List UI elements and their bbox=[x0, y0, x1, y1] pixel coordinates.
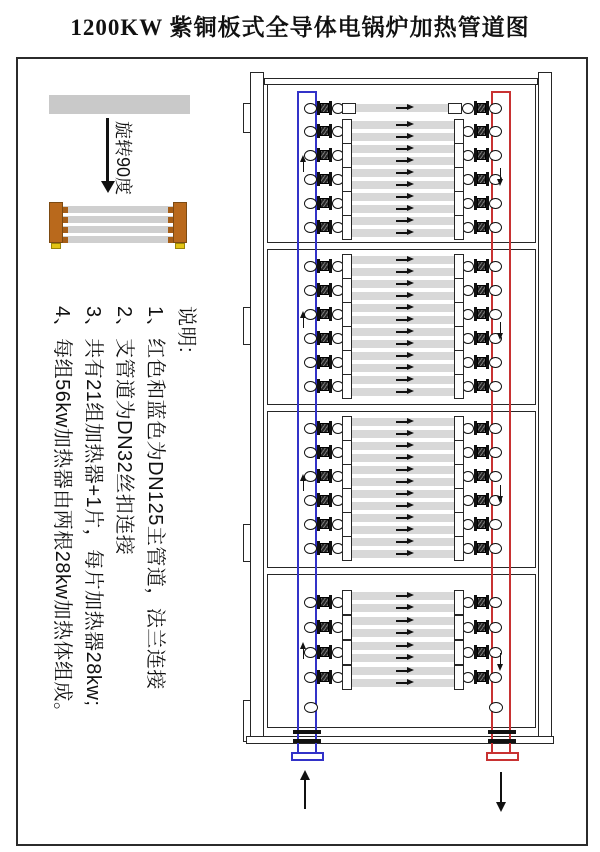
union-coupling bbox=[320, 519, 329, 529]
union-coupling bbox=[477, 333, 486, 343]
inlet-external-flow-arrow-icon-shaft bbox=[304, 779, 306, 809]
union-coupling bbox=[320, 622, 329, 632]
tube-flow-arrow-icon bbox=[396, 632, 407, 634]
tube-flow-arrow-head bbox=[407, 205, 414, 211]
terminal-foot-right bbox=[175, 243, 185, 249]
union-coupling bbox=[320, 261, 329, 271]
heater-bracket bbox=[454, 512, 464, 537]
heater-bracket bbox=[342, 665, 352, 690]
union-coupling bbox=[477, 150, 486, 160]
tube-flow-arrow-head bbox=[407, 352, 414, 358]
legend-plate-top-view bbox=[49, 95, 190, 114]
heater-bracket bbox=[454, 536, 464, 561]
tube-flow-arrow-head bbox=[407, 157, 414, 163]
pipe-cap bbox=[304, 222, 317, 233]
tube-flow-arrow-head bbox=[407, 617, 414, 623]
tube-flow-arrow-head bbox=[407, 104, 414, 110]
outlet-pipe-top-cap bbox=[491, 91, 511, 93]
tube-flow-arrow-head bbox=[407, 550, 414, 556]
tube-flow-arrow-icon bbox=[396, 271, 407, 273]
tube-flow-arrow-icon bbox=[396, 469, 407, 471]
heater-bracket bbox=[454, 416, 464, 441]
outlet-flange-bolts bbox=[488, 730, 516, 734]
pipe-cap bbox=[304, 672, 317, 683]
rotate-arrow-down-icon-shaft bbox=[106, 118, 109, 181]
pipe-cap bbox=[304, 174, 317, 185]
tube-flow-arrow-icon bbox=[396, 657, 407, 659]
notes-block bbox=[46, 306, 201, 723]
pipe-cap bbox=[304, 495, 317, 506]
union-coupling bbox=[320, 672, 329, 682]
inlet-bottom-flange bbox=[291, 752, 324, 761]
inlet-flow-arrow-icon-shaft bbox=[303, 648, 305, 659]
tube-flow-arrow-head bbox=[407, 121, 414, 127]
heater-bracket bbox=[454, 302, 464, 327]
union-coupling bbox=[477, 222, 486, 232]
heater-bracket bbox=[454, 615, 464, 640]
heater-bracket bbox=[454, 191, 464, 216]
tube-flow-arrow-head bbox=[407, 316, 414, 322]
tube-flow-arrow-head bbox=[407, 193, 414, 199]
union-coupling bbox=[477, 672, 486, 682]
union-coupling bbox=[477, 357, 486, 367]
pipe-cap bbox=[304, 543, 317, 554]
pipe-cap bbox=[489, 672, 502, 683]
pipe-cap bbox=[489, 103, 502, 114]
inlet-main-pipe bbox=[297, 92, 299, 752]
tube-flow-arrow-icon bbox=[396, 457, 407, 459]
tube-flow-arrow-icon bbox=[396, 481, 407, 483]
union-coupling bbox=[320, 309, 329, 319]
heater-bracket bbox=[342, 464, 352, 489]
pipe-cap bbox=[489, 285, 502, 296]
pipe-cap bbox=[489, 597, 502, 608]
pipe-cap bbox=[489, 261, 502, 272]
pipe-cap bbox=[304, 198, 317, 209]
tube-flow-arrow-head bbox=[407, 169, 414, 175]
pipe-cap bbox=[304, 622, 317, 633]
tube-flow-arrow-icon bbox=[396, 645, 407, 647]
heater-bracket bbox=[342, 278, 352, 303]
terminal-lug-left bbox=[63, 227, 68, 233]
heater-bracket bbox=[342, 350, 352, 375]
heater-bracket bbox=[342, 374, 352, 399]
heater-bracket bbox=[454, 374, 464, 399]
tube-flow-arrow-head bbox=[407, 133, 414, 139]
terminal-lug-left bbox=[63, 217, 68, 223]
tube-flow-arrow-head bbox=[407, 418, 414, 424]
outlet-main-pipe bbox=[509, 92, 511, 752]
pipe-cap bbox=[489, 222, 502, 233]
tube-flow-arrow-icon bbox=[396, 541, 407, 543]
tube-flow-arrow-icon bbox=[396, 208, 407, 210]
tube-flow-arrow-head bbox=[407, 478, 414, 484]
union-coupling bbox=[320, 447, 329, 457]
terminal-lug-right bbox=[168, 237, 173, 243]
tube-flow-arrow-head bbox=[407, 229, 414, 235]
outlet-flow-arrow-icon bbox=[497, 664, 503, 671]
pipe-cap bbox=[304, 103, 317, 114]
pipe-cap bbox=[489, 702, 503, 713]
pipe-cap bbox=[304, 381, 317, 392]
heater-bracket bbox=[454, 119, 464, 144]
note-line-2: 2、支管道为DN32丝扣连接 bbox=[113, 306, 135, 556]
tube-flow-arrow-icon bbox=[396, 184, 407, 186]
tube-flow-arrow-head bbox=[407, 145, 414, 151]
heater-bracket bbox=[342, 254, 352, 279]
heater-bracket bbox=[342, 512, 352, 537]
union-coupling bbox=[477, 519, 486, 529]
union-coupling bbox=[477, 471, 486, 481]
heater-bracket bbox=[454, 254, 464, 279]
heater-bracket bbox=[454, 488, 464, 513]
pipe-cap bbox=[489, 471, 502, 482]
union-coupling bbox=[320, 471, 329, 481]
tube-flow-arrow-icon bbox=[396, 620, 407, 622]
outlet-bottom-flange bbox=[486, 752, 519, 761]
inlet-flange-bolts bbox=[293, 739, 321, 743]
inlet-flow-arrow-icon-shaft bbox=[303, 317, 305, 328]
tube-flow-arrow-icon bbox=[396, 355, 407, 357]
heater-bracket bbox=[342, 119, 352, 144]
union-coupling bbox=[477, 126, 486, 136]
tube-flow-arrow-head bbox=[407, 466, 414, 472]
inlet-flange-bolts bbox=[293, 730, 321, 734]
pipe-cap bbox=[489, 309, 502, 320]
outlet-external-flow-arrow-icon-shaft bbox=[500, 772, 502, 802]
union-coupling bbox=[477, 423, 486, 433]
pipe-cap bbox=[304, 519, 317, 530]
pipe-cap bbox=[462, 103, 474, 114]
tube-flow-arrow-icon bbox=[396, 196, 407, 198]
tube-flow-arrow-icon bbox=[396, 136, 407, 138]
pipe-cap bbox=[489, 126, 502, 137]
pipe-cap bbox=[489, 357, 502, 368]
tube-flow-arrow-icon bbox=[396, 379, 407, 381]
heater-plate bbox=[342, 103, 356, 114]
pipe-cap bbox=[304, 423, 317, 434]
outlet-flow-arrow-icon-shaft bbox=[500, 322, 502, 333]
union-coupling bbox=[477, 174, 486, 184]
heater-bracket bbox=[454, 350, 464, 375]
legend-heater-tube bbox=[63, 206, 173, 213]
tube-flow-arrow-head bbox=[407, 526, 414, 532]
tube-flow-arrow-head bbox=[407, 629, 414, 635]
terminal-lug-right bbox=[168, 227, 173, 233]
tube-flow-arrow-head bbox=[407, 280, 414, 286]
legend-heater-tube bbox=[63, 236, 173, 243]
tube-flow-arrow-icon bbox=[396, 391, 407, 393]
union-coupling bbox=[320, 357, 329, 367]
tube-flow-arrow-icon bbox=[396, 505, 407, 507]
tube-flow-arrow-icon bbox=[396, 283, 407, 285]
union-coupling bbox=[477, 261, 486, 271]
inlet-flow-arrow-icon-shaft bbox=[303, 161, 305, 172]
heater-bracket bbox=[342, 326, 352, 351]
union-coupling bbox=[320, 333, 329, 343]
tube-flow-arrow-icon bbox=[396, 553, 407, 555]
heater-plate bbox=[448, 103, 462, 114]
heater-bracket bbox=[342, 488, 352, 513]
union-coupling bbox=[320, 150, 329, 160]
union-coupling bbox=[320, 495, 329, 505]
terminal-foot-left bbox=[51, 243, 61, 249]
notes-heading: 说明: bbox=[175, 306, 197, 354]
heater-bracket bbox=[454, 440, 464, 465]
union-coupling bbox=[320, 198, 329, 208]
heater-bracket bbox=[454, 215, 464, 240]
union-coupling bbox=[477, 447, 486, 457]
rotate-label: 旋转90度 bbox=[113, 121, 133, 196]
tube-flow-arrow-head bbox=[407, 268, 414, 274]
heater-bracket bbox=[454, 326, 464, 351]
union-coupling bbox=[320, 543, 329, 553]
tube-flow-arrow-icon bbox=[396, 319, 407, 321]
pipe-cap bbox=[304, 597, 317, 608]
union-coupling bbox=[477, 622, 486, 632]
inlet-pipe-top-cap bbox=[297, 91, 317, 93]
union-coupling bbox=[320, 597, 329, 607]
tube-flow-arrow-icon bbox=[396, 682, 407, 684]
heater-bracket bbox=[342, 191, 352, 216]
tube-flow-arrow-icon bbox=[396, 307, 407, 309]
tube-flow-arrow-head bbox=[407, 642, 414, 648]
union-coupling bbox=[477, 647, 486, 657]
tube-flow-arrow-head bbox=[407, 454, 414, 460]
union-coupling bbox=[320, 222, 329, 232]
heater-bracket bbox=[342, 215, 352, 240]
tube-flow-arrow-icon bbox=[396, 172, 407, 174]
legend-heater-tube bbox=[63, 226, 173, 233]
tube-flow-arrow-icon bbox=[396, 367, 407, 369]
tube-flow-arrow-icon bbox=[396, 517, 407, 519]
cabinet-left-wall bbox=[250, 72, 264, 742]
pipe-cap bbox=[489, 519, 502, 530]
pipe-cap bbox=[489, 447, 502, 458]
tube-flow-arrow-head bbox=[407, 442, 414, 448]
terminal-lug-left bbox=[63, 207, 68, 213]
pipe-cap bbox=[304, 447, 317, 458]
tube-flow-arrow-head bbox=[407, 217, 414, 223]
heater-bracket bbox=[342, 640, 352, 665]
pipe-cap bbox=[489, 543, 502, 554]
heater-bracket bbox=[342, 536, 352, 561]
tube-flow-arrow-icon bbox=[396, 670, 407, 672]
union-coupling bbox=[477, 103, 486, 113]
pipe-cap bbox=[304, 333, 317, 344]
union-coupling bbox=[477, 495, 486, 505]
heater-bracket bbox=[454, 464, 464, 489]
union-coupling bbox=[320, 103, 329, 113]
outlet-external-flow-arrow-icon bbox=[496, 802, 506, 812]
tube-flow-arrow-icon bbox=[396, 343, 407, 345]
tube-flow-arrow-head bbox=[407, 667, 414, 673]
union-coupling bbox=[320, 381, 329, 391]
tube-flow-arrow-head bbox=[407, 430, 414, 436]
tube-flow-arrow-head bbox=[407, 256, 414, 262]
heater-bracket bbox=[454, 143, 464, 168]
heater-bracket bbox=[342, 615, 352, 640]
tube-flow-arrow-head bbox=[407, 604, 414, 610]
tube-flow-arrow-head bbox=[407, 502, 414, 508]
heater-bracket bbox=[454, 665, 464, 690]
tube-flow-arrow-icon bbox=[396, 148, 407, 150]
tube-flow-arrow-head bbox=[407, 679, 414, 685]
outlet-flange-bolts bbox=[488, 739, 516, 743]
tube-flow-arrow-icon bbox=[396, 160, 407, 162]
tube-flow-arrow-head bbox=[407, 328, 414, 334]
tube-flow-arrow-icon bbox=[396, 331, 407, 333]
note-line-1: 1、红色和蓝色为DN125主管道，法兰连接 bbox=[144, 306, 166, 690]
tube-flow-arrow-head bbox=[407, 592, 414, 598]
tube-flow-arrow-icon bbox=[396, 259, 407, 261]
outlet-flow-arrow-icon bbox=[497, 496, 503, 503]
pipe-cap bbox=[489, 622, 502, 633]
union-coupling bbox=[477, 309, 486, 319]
pipe-cap bbox=[304, 702, 318, 713]
outlet-flow-arrow-icon bbox=[497, 179, 503, 186]
pipe-cap bbox=[304, 261, 317, 272]
union-coupling bbox=[320, 647, 329, 657]
heater-bracket bbox=[342, 143, 352, 168]
tube-flow-arrow-icon bbox=[396, 607, 407, 609]
outlet-flow-arrow-icon-shaft bbox=[500, 485, 502, 496]
heater-bracket bbox=[342, 416, 352, 441]
heater-bracket bbox=[342, 167, 352, 192]
heater-bracket bbox=[454, 167, 464, 192]
union-coupling bbox=[320, 174, 329, 184]
heater-bracket bbox=[454, 278, 464, 303]
pipe-cap bbox=[489, 150, 502, 161]
tube-flow-arrow-head bbox=[407, 364, 414, 370]
tube-flow-arrow-icon bbox=[396, 232, 407, 234]
tube-flow-arrow-icon bbox=[396, 107, 407, 109]
tube-flow-arrow-head bbox=[407, 340, 414, 346]
union-coupling bbox=[320, 285, 329, 295]
tube-flow-arrow-icon bbox=[396, 124, 407, 126]
tube-flow-arrow-icon bbox=[396, 529, 407, 531]
pipe-cap bbox=[304, 126, 317, 137]
union-coupling bbox=[320, 126, 329, 136]
union-coupling bbox=[477, 597, 486, 607]
tube-flow-arrow-head bbox=[407, 654, 414, 660]
tube-flow-arrow-head bbox=[407, 292, 414, 298]
pipe-cap bbox=[489, 423, 502, 434]
tube-flow-arrow-head bbox=[407, 490, 414, 496]
pipe-cap bbox=[304, 285, 317, 296]
tube-flow-arrow-icon bbox=[396, 295, 407, 297]
outlet-flow-arrow-icon-shaft bbox=[500, 653, 502, 664]
heater-bracket bbox=[342, 440, 352, 465]
tube-flow-arrow-head bbox=[407, 304, 414, 310]
legend-heater-tube bbox=[63, 216, 173, 223]
tube-flow-arrow-head bbox=[407, 514, 414, 520]
tube-flow-arrow-head bbox=[407, 538, 414, 544]
union-coupling bbox=[477, 543, 486, 553]
copper-terminal-left bbox=[49, 202, 63, 243]
pipe-cap bbox=[489, 381, 502, 392]
drawing-title: 1200KW 紫铜板式全导体电锅炉加热管道图 bbox=[70, 15, 530, 40]
union-coupling bbox=[477, 381, 486, 391]
terminal-lug-right bbox=[168, 207, 173, 213]
note-line-3: 3、共有21组加热器+1片，每片加热器28kw; bbox=[82, 306, 104, 707]
union-coupling bbox=[320, 423, 329, 433]
heater-bracket bbox=[342, 590, 352, 615]
tube-flow-arrow-icon bbox=[396, 493, 407, 495]
tube-flow-arrow-head bbox=[407, 376, 414, 382]
pipe-cap bbox=[304, 357, 317, 368]
outlet-flow-arrow-icon-shaft bbox=[500, 168, 502, 179]
union-coupling bbox=[477, 198, 486, 208]
tube-flow-arrow-head bbox=[407, 388, 414, 394]
union-coupling bbox=[477, 285, 486, 295]
tube-flow-arrow-icon bbox=[396, 595, 407, 597]
terminal-lug-right bbox=[168, 217, 173, 223]
pipe-cap bbox=[489, 198, 502, 209]
note-line-4: 4、每组56kw加热器由两根28kw加热体组成。 bbox=[51, 306, 73, 723]
heater-bracket bbox=[454, 640, 464, 665]
tube-flow-arrow-icon bbox=[396, 220, 407, 222]
heater-bracket bbox=[342, 302, 352, 327]
cabinet-right-wall bbox=[538, 72, 552, 742]
terminal-lug-left bbox=[63, 237, 68, 243]
tube-flow-arrow-icon bbox=[396, 421, 407, 423]
tube-flow-arrow-icon bbox=[396, 433, 407, 435]
inlet-flow-arrow-icon-shaft bbox=[303, 480, 305, 491]
tube-flow-arrow-icon bbox=[396, 445, 407, 447]
copper-terminal-right bbox=[173, 202, 187, 243]
outlet-flow-arrow-icon bbox=[497, 333, 503, 340]
tube-flow-arrow-head bbox=[407, 181, 414, 187]
heater-bracket bbox=[454, 590, 464, 615]
